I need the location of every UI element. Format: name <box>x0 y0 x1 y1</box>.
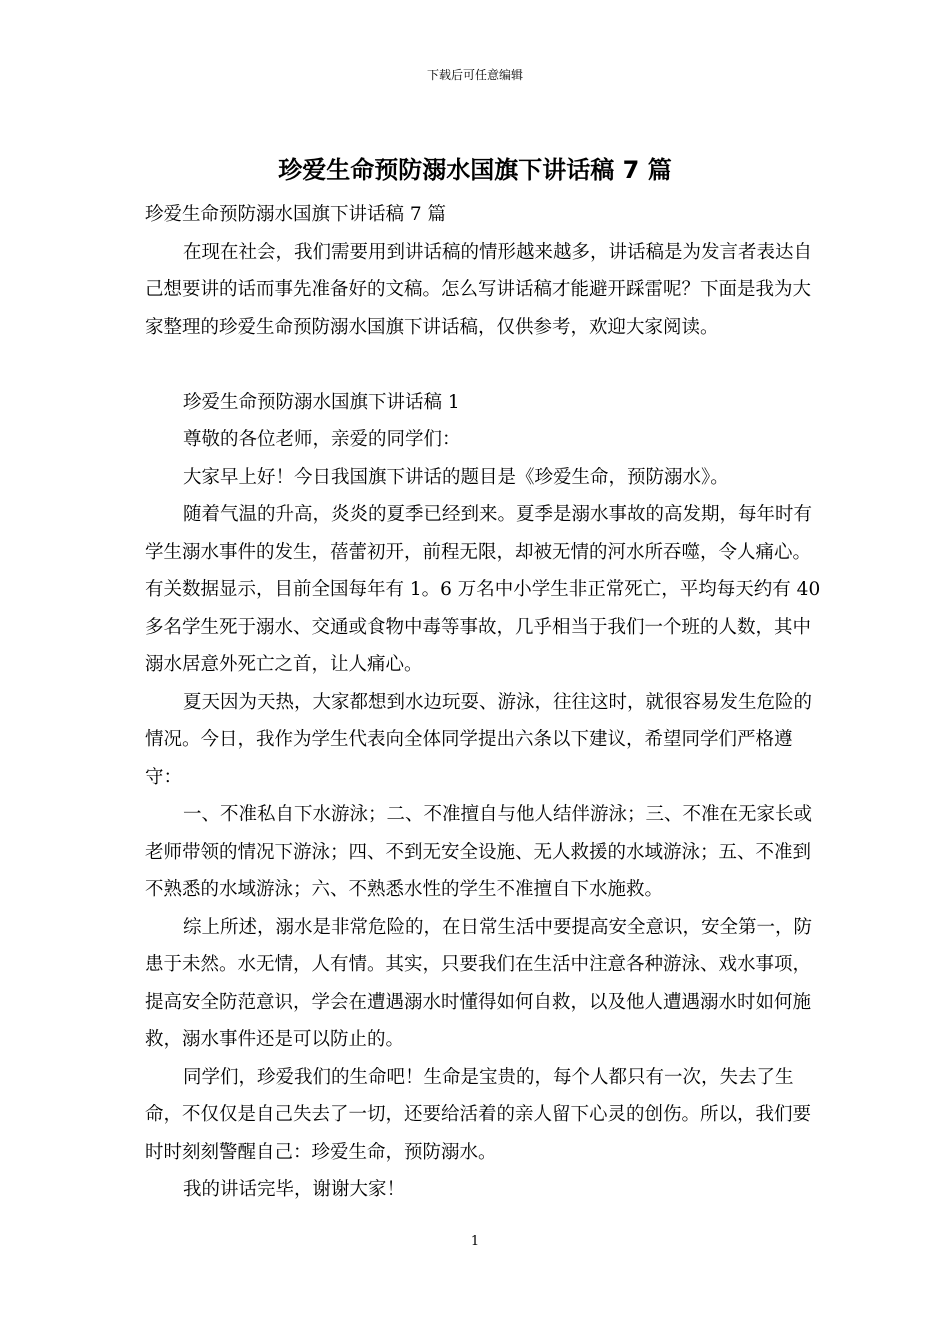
document-title: 珍爱生命预防溺水国旗下讲话稿 7 篇 <box>278 156 672 184</box>
greeting-paragraph: 大家早上好！今日我国旗下讲话的题目是《珍爱生命，预防溺水》。 <box>183 466 729 488</box>
section-heading: 珍爱生命预防溺水国旗下讲话稿 1 <box>183 391 460 413</box>
document-subtitle: 珍爱生命预防溺水国旗下讲话稿 7 篇 <box>145 204 447 225</box>
salutation-paragraph: 尊敬的各位老师，亲爱的同学们： <box>183 429 461 450</box>
paragraph-gap <box>145 346 825 384</box>
body-paragraph: 随着气温的升高，炎炎的夏季已经到来。夏季是溺水事故的高发期，每年时有学生溺水事件的发生，蓓蕾初开，前程无限，却被无情的河水所吞噬，令人痛心。有关数据显示，目前全国每年有 1。6 万名中小学生非正常死亡，平均每天约有 40 多名学生死于溺水、交通或食物中毒等事故，几乎相当于我们一个班的人数，其中溺水居意外死亡之首，让人痛心。 <box>145 504 821 675</box>
header-note: 下载后可任意编辑 <box>426 68 523 82</box>
rules-paragraph: 一、不准私自下水游泳；二、不准擅自与他人结伴游泳；三、不准在无家长或老师带领的情况下游泳；四、不到无安全设施、无人救援的水域游泳；五、不准到不熟悉的水域游泳；六、不熟悉水性的学生不准擅自下水施救。 <box>145 804 813 900</box>
body-paragraph: 夏天因为天热，大家都想到水边玩耍、游泳，往往这时，就很容易发生危险的情况。今日，我作为学生代表向全体同学提出六条以下建议，希望同学们严格遵守： <box>145 691 813 788</box>
page-number: 1 <box>470 1234 480 1249</box>
document-body <box>145 196 825 1209</box>
closing-paragraph: 我的讲话完毕，谢谢大家！ <box>183 1179 406 1200</box>
body-paragraph: 综上所述，溺水是非常危险的，在日常生活中要提高安全意识，安全第一，防患于未然。水无情，人有情。其实，只要我们在生活中注意各种游泳、戏水事项，提高安全防范意识，学会在遭遇溺水时懂得如何自救，以及他人遭遇溺水时如何施救，溺水事件还是可以防止的。 <box>145 916 813 1050</box>
intro-paragraph: 在现在社会，我们需要用到讲话稿的情形越来越多，讲话稿是为发言者表达自己想要讲的话而事先准备好的文稿。怎么写讲话稿才能避开踩雷呢？下面是我为大家整理的珍爱生命预防溺水国旗下讲话稿，仅供参考，欢迎大家阅读。 <box>145 241 813 338</box>
body-paragraph: 同学们，珍爱我们的生命吧！生命是宝贵的，每个人都只有一次，失去了生命，不仅仅是自己失去了一切，还要给活着的亲人留下心灵的创伤。所以，我们要时时刻刻警醒自己：珍爱生命，预防溺水。 <box>145 1066 812 1163</box>
